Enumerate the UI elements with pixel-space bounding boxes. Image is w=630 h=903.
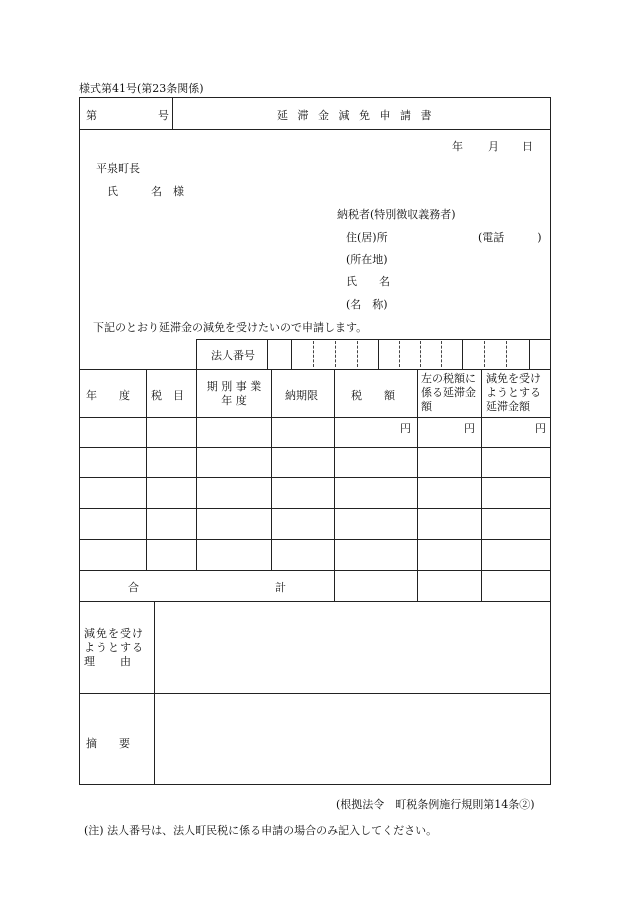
location-label: (所在地) [346,253,388,266]
taxpayer-label: 納税者(特別徴収義務者) [337,208,456,221]
vline-corp-left [196,339,197,369]
yen-exemption: 円 [535,422,546,435]
request-text: 下記のとおり延滞金の減免を受けたいので申請します。 [93,321,368,334]
rule-header [79,129,551,130]
rule-corp-top [196,339,551,340]
address-label: 住(居)所 [346,231,388,244]
vline-col-amount [417,369,418,601]
footnote: (注) 法人番号は、法人町民税に係る申請の場合のみ記入してください。 [84,824,438,837]
number-suffix: 号 [158,109,169,122]
number-prefix: 第 [86,109,97,122]
digit-box-divider [484,341,485,367]
addressee-town: 平泉町長 [96,162,140,175]
digit-box-divider [506,341,507,367]
date-day: 日 [522,140,533,153]
digit-box-divider [335,341,336,367]
vline-reason-remarks [154,601,155,785]
digit-box-divider [441,341,442,367]
header-penalty: 左の税額に係る延滞金額 [421,372,476,413]
date-year: 年 [452,140,463,153]
header-deadline: 納期限 [285,389,318,402]
digit-sep [291,339,292,369]
applicant-name-label: 氏 名 [346,275,390,288]
corp-number-label: 法人番号 [211,349,255,362]
vline-col-tax [196,369,197,570]
addressee-name: 氏 名 様 [107,185,184,198]
header-tax-amount: 税 額 [351,389,395,402]
vline-corp-label [267,339,268,369]
header-exemption: 減免を受けようとする延滞金額 [486,372,541,413]
header-period: 期 別 事 業 年 度 [206,380,262,407]
legal-basis: (根拠法令 町税条例施行規則第14条②) [336,798,535,811]
vline-col-period [271,369,272,570]
reason-label: 減免を受けようとする理 由 [84,627,144,668]
header-tax-item: 税 目 [151,389,184,402]
date-month: 月 [488,140,499,153]
rule-reason-bottom [79,693,551,694]
digit-sep [378,339,379,369]
digit-sep [462,339,463,369]
digit-box-divider [420,341,421,367]
remarks-label: 摘 要 [86,737,130,750]
vline-col-year [146,369,147,570]
rule-total-bottom [79,601,551,602]
vline-header [172,97,173,129]
yen-tax-amount: 円 [400,422,411,435]
phone-label: (電話 ) [478,231,542,244]
digit-box-divider [313,341,314,367]
designation-label: (名 称) [346,298,388,311]
digit-box-divider [399,341,400,367]
digit-sep [529,339,530,369]
header-year: 年 度 [86,389,130,402]
digit-box-divider [357,341,358,367]
total-label-end: 計 [275,581,286,594]
vline-col-deadline [334,369,335,601]
vline-col-penalty [481,369,482,601]
yen-penalty: 円 [464,422,475,435]
form-number: 様式第41号(第23条関係) [79,82,204,95]
form-title: 延 滞 金 減 免 申 請 書 [277,109,435,122]
total-label: 合 [128,581,139,594]
